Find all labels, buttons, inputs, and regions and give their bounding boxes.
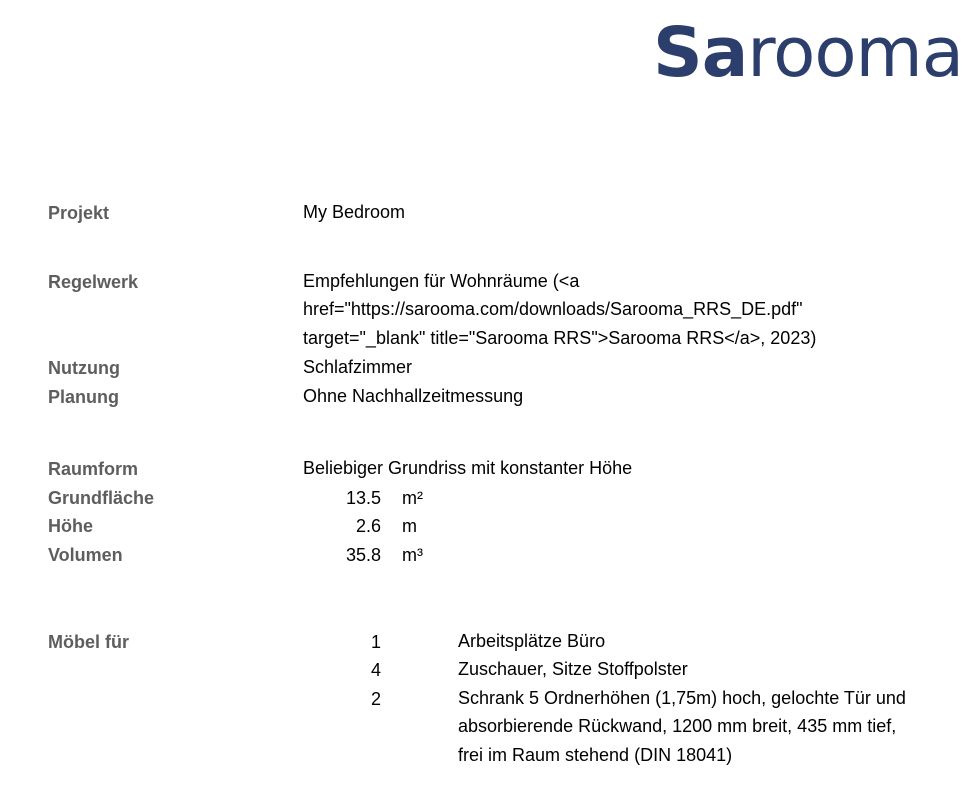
volumen-unit: m³: [402, 545, 423, 565]
raumform-label: Raumform: [48, 459, 139, 479]
grundflaeche-value: 13.5: [345, 488, 381, 508]
grundflaeche-label: Grundfläche: [48, 488, 155, 508]
volumen-value: 35.8: [345, 545, 381, 565]
moebel-item-desc: Zuschauer, Sitze Stoffpolster: [458, 659, 688, 679]
grundflaeche-unit: m²: [402, 488, 423, 508]
project-value: My Bedroom: [303, 202, 406, 222]
raumform-value: Beliebiger Grundriss mit konstanter Höhe: [303, 458, 633, 478]
logo-bold-part: Sa: [653, 13, 748, 93]
moebel-label: Möbel für: [48, 632, 129, 652]
moebel-item-desc: Schrank 5 Ordnerhöhen (1,75m) hoch, gelochte Tür und absorbierende Rückwand, 1200 mm breit, 435 mm tief, frei im Raum stehend (DIN 18041): [458, 688, 906, 765]
moebel-item-qty: 4: [370, 660, 381, 680]
regelwerk-label: Regelwerk: [48, 272, 139, 292]
moebel-item-desc: Arbeitsplätze Büro: [458, 631, 606, 651]
sarooma-logo: [653, 13, 964, 93]
hoehe-unit: m: [402, 516, 417, 536]
project-label: Projekt: [48, 203, 110, 223]
moebel-item-qty: 1: [370, 632, 381, 652]
hoehe-label: Höhe: [48, 516, 93, 536]
hoehe-value: 2.6: [355, 516, 381, 536]
moebel-item-qty: 2: [370, 689, 381, 709]
nutzung-value: Schlafzimmer: [303, 357, 413, 377]
logo-light-part: rooma: [747, 13, 964, 93]
planung-label: Planung: [48, 387, 119, 407]
nutzung-label: Nutzung: [48, 358, 120, 378]
regelwerk-value: Empfehlungen für Wohnräume (<a href="https://sarooma.com/downloads/Sarooma_RRS_DE.pdf" target="_blank" title="Sarooma RRS">Sarooma RRS</a>, 2023): [303, 271, 817, 348]
planung-value: Ohne Nachhallzeitmessung: [303, 386, 524, 406]
volumen-label: Volumen: [48, 545, 123, 565]
